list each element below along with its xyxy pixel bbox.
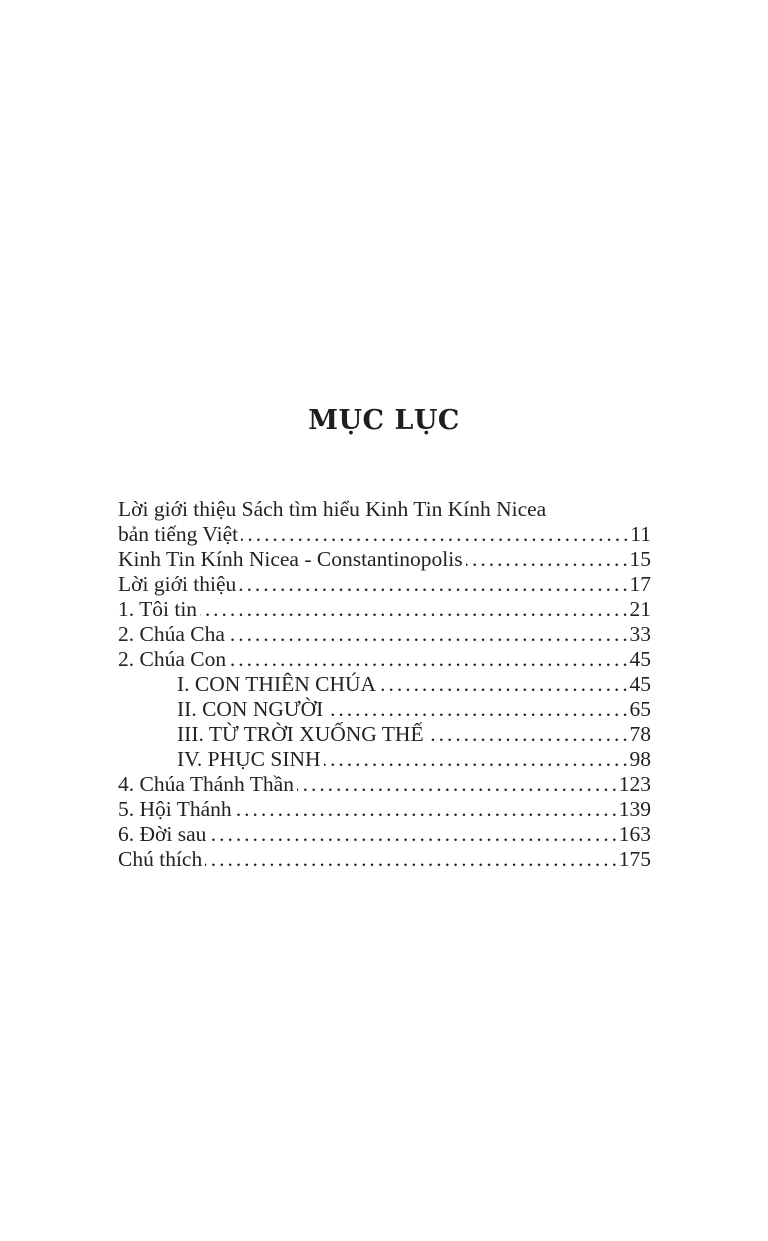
toc-entry-title: 2. Chúa Con: [118, 647, 227, 671]
toc-entry-title: Kinh Tin Kính Nicea - Constantinopolis: [118, 547, 463, 571]
toc-entry: [118, 622, 651, 647]
toc-subentry: [118, 672, 651, 697]
toc-entry-title: 5. Hội Thánh: [118, 797, 232, 821]
toc-entry-intro-line1: Lời giới thiệu Sách tìm hiểu Kinh Tin Kính Nicea: [118, 497, 547, 521]
toc-entry: [118, 647, 651, 672]
toc-subentry: [118, 722, 651, 747]
toc-entry-title: bản tiếng Việt: [118, 522, 239, 546]
toc-entry: [118, 597, 651, 622]
toc-entry-title: 6. Đời sau: [118, 822, 207, 846]
dot-leader: [239, 572, 626, 597]
toc-entry-title: 1. Tôi tin: [118, 597, 198, 621]
toc-entry-title: Lời giới thiệu: [118, 572, 237, 596]
toc-entry-page: 78: [629, 722, 651, 746]
toc-entry-title: III. TỪ TRỜI XUỐNG THẾ: [177, 722, 424, 746]
toc-entry-page: 45: [629, 672, 651, 696]
dot-leader: [229, 647, 626, 672]
toc-entry-page: 98: [629, 747, 651, 771]
dot-leader: [427, 722, 627, 747]
dot-leader: [228, 622, 627, 647]
dot-leader: [324, 747, 627, 772]
dot-leader: [200, 597, 626, 622]
toc-entry-page: 15: [629, 547, 651, 571]
toc-entry-page: 163: [618, 822, 651, 846]
dot-leader: [235, 797, 616, 822]
toc-entry: [118, 797, 651, 822]
toc-entry: [118, 572, 651, 597]
toc-entry-page: 45: [629, 647, 651, 671]
toc-subentry: [118, 747, 651, 772]
toc-entry: [118, 822, 651, 847]
toc-entry-intro: [118, 522, 651, 547]
toc-subentry: [118, 697, 651, 722]
toc-entry-page: 21: [629, 597, 651, 621]
dot-leader: [205, 847, 616, 872]
dot-leader: [379, 672, 626, 697]
dot-leader: [326, 697, 626, 722]
toc-entry-title: IV. PHỤC SINH: [177, 747, 321, 771]
toc-entry-title: 4. Chúa Thánh Thần: [118, 772, 294, 796]
table-of-contents: [118, 497, 651, 872]
toc-entry-page: 17: [629, 572, 651, 596]
dot-leader: [466, 547, 627, 572]
toc-entry-page: 139: [618, 797, 651, 821]
toc-entry: [118, 772, 651, 797]
toc-entry-page: 175: [618, 847, 651, 871]
toc-entry-title: II. CON NGƯỜI: [177, 697, 324, 721]
dot-leader: [209, 822, 615, 847]
toc-entry-title: 2. Chúa Cha: [118, 622, 225, 646]
page-title: MỤC LỤC: [308, 405, 460, 436]
toc-entry-page: 11: [630, 522, 651, 546]
toc-entry: [118, 547, 651, 572]
dot-leader: [241, 522, 627, 547]
toc-entry-page: 123: [618, 772, 651, 796]
toc-entry-page: 33: [629, 622, 651, 646]
toc-entry-title: Chú thích: [118, 847, 203, 871]
toc-entry: [118, 847, 651, 872]
toc-entry-title: I. CON THIÊN CHÚA: [177, 672, 377, 696]
toc-entry-page: 65: [629, 697, 651, 721]
dot-leader: [297, 772, 616, 797]
